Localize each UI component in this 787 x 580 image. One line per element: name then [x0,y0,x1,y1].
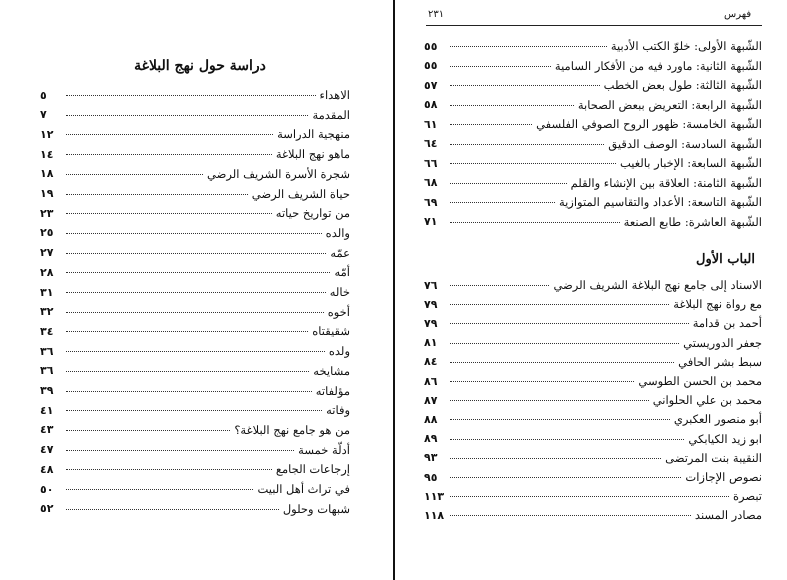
toc-entry-label: المقدمة [312,107,350,122]
dot-leader [66,271,330,273]
dot-leader [66,468,272,470]
left-page [0,0,393,580]
dot-leader [450,342,679,344]
toc-entry [40,223,350,243]
dot-leader [66,370,309,372]
toc-entry-label: أدلّة خمسة [298,442,350,457]
dot-leader [450,182,567,184]
right-page [396,0,787,580]
toc-entry-label: والده [325,225,350,240]
toc-entry-page: ٢٥ [40,226,54,240]
toc-entry [40,499,350,519]
toc-entry-page: ٥٠ [40,482,54,496]
dot-leader [450,303,669,305]
dot-leader [450,104,574,106]
toc-entry-label: مصادر المسند [694,508,762,523]
toc-entry [40,282,350,302]
toc-entry [424,153,762,173]
dot-leader [66,232,322,234]
header-page-number: ٢٣١ [428,9,445,20]
toc-entry-label: أمّه [334,265,350,280]
toc-entry [424,294,762,314]
dot-leader [450,476,681,478]
toc-entry-label: خاله [329,285,350,299]
toc-entry [424,448,762,468]
toc-entry-label: الاهداء [319,88,350,102]
toc-entry [424,409,762,429]
toc-entry-page: ٨٧ [424,393,438,407]
toc-entry-label: النقيبة بنت المرتضى [665,450,762,465]
toc-entry-label: مشايخه [313,363,350,378]
toc-entry-label: سبط بشر الحافي [678,354,762,369]
toc-entry-page: ١١٣ [424,489,445,503]
toc-entry-page: ٧٩ [424,316,438,330]
toc-entry-label: الشّبهة الأولى: خلوّ الكتب الأدبية [610,39,762,53]
toc-entry-page: ٦٦ [424,156,438,170]
toc-entry-label: الاسناد إلى جامع نهج البلاغة الشريف الرضي [553,278,762,292]
toc-entry-page: ٥٢ [40,502,54,516]
toc-entry-label: جعفر الدوريستي [683,335,762,350]
dot-leader [450,322,689,324]
toc-entry-page: ٥٥ [424,39,438,53]
toc-entry [40,459,350,479]
toc-entry-label: أحمد بن قدامة [692,316,762,331]
toc-entry-label: ماهو نهج البلاغة [275,147,350,162]
toc-entry [40,302,350,322]
dot-leader [450,380,634,382]
dot-leader [450,418,670,420]
toc-entry [40,420,350,440]
toc-entry-label: منهجية الدراسة [277,127,350,142]
toc-entry-label: شقيقتاه [312,324,350,339]
dot-leader [450,284,549,286]
toc-entry-page: ٨٩ [424,432,438,446]
toc-entry-page: ٧ [40,108,47,122]
toc-entry [40,184,350,204]
toc-entry-page: ٥٥ [424,59,438,72]
dot-leader [450,438,684,440]
toc-entry-page: ٩٥ [424,470,438,484]
toc-entry [40,479,350,499]
dot-leader [450,143,604,145]
dot-leader [66,429,230,431]
toc-entry-label: أخوه [327,304,350,319]
toc-entry-label: محمد بن علي الحلواني [652,393,762,408]
toc-entry-label: نصوص الإجازات [685,470,762,484]
header-label: فهرس [724,9,752,20]
toc-entry-label: من تواريخ حياته [275,206,350,221]
dot-leader [450,514,691,516]
toc-entry [40,85,350,105]
dot-leader [66,350,325,352]
toc-entry-page: ٦٨ [424,176,438,189]
toc-entry [40,341,350,361]
toc-entry [40,361,350,381]
dot-leader [66,330,308,332]
toc-entry [40,440,350,460]
toc-entry-page: ٣٦ [40,344,54,358]
toc-entry [40,243,350,263]
toc-entry [40,321,350,341]
dot-leader [450,84,600,86]
toc-entry-page: ٨٦ [424,374,438,388]
toc-entry [40,381,350,401]
dot-leader [66,409,322,411]
toc-entry [424,275,762,295]
page-title: دراسة حول نهج البلاغة [134,58,266,74]
dot-leader [66,390,312,392]
dot-leader [450,123,532,125]
toc-entry-label: الشّبهة الخامسة: ظهور الروح الصوفي الفلسفي [536,117,762,131]
toc-entry [40,400,350,420]
book-spine [393,0,395,580]
toc-entry-label: الشّبهة الثامنة: العلاقة بين الإنشاء والقلم [570,175,762,190]
toc-entry-page: ٢٨ [40,265,54,279]
dot-leader [450,221,620,223]
toc-entry-page: ٣٤ [40,324,54,338]
dot-leader [66,193,248,195]
toc-entry [424,212,762,232]
dot-leader [66,252,326,254]
dot-leader [450,45,607,47]
toc-entry [424,467,762,487]
toc-entry-label: شبهات وحلول [282,501,350,516]
dot-leader [66,291,326,293]
toc-entry-page: ٨٨ [424,412,438,426]
toc-entry-label: تبصرة [732,489,762,504]
toc-entry-page: ٥٨ [424,98,438,111]
toc-entry [424,371,762,391]
dot-leader [66,133,273,135]
toc-entry-page: ٣١ [40,285,54,299]
toc-entry-page: ٥ [40,88,47,102]
section-title: الباب الأول [696,252,755,267]
toc-entry-page: ٦١ [424,117,438,131]
header-rule [426,25,762,26]
toc-entry-label: الشّبهة التاسعة: الأعداد والتقاسيم المتوازية [558,195,762,209]
toc-entry [424,173,762,193]
toc-entry-label: وفاته [326,403,350,418]
toc-entry-label: مؤلفاته [315,383,350,398]
toc-entry-page: ٥٧ [424,78,438,92]
toc-entry [424,313,762,333]
toc-entry [424,134,762,154]
toc-entry-page: ٤٧ [40,443,54,457]
toc-entry [40,105,350,125]
dot-leader [66,153,272,155]
dot-leader [66,311,324,313]
toc-entry-label: محمد بن الحسن الطوسي [638,374,762,388]
toc-entry-page: ١٢ [40,127,54,141]
toc-entry [424,429,762,449]
toc-entry-page: ٢٧ [40,246,54,260]
toc-entry-label: الشّبهة السادسة: الوصف الدقيق [608,136,762,151]
dot-leader [450,495,729,497]
toc-entry [424,56,762,76]
toc-entry [424,352,762,372]
dot-leader [450,65,551,67]
toc-entry-label: في تراث أهل البيت [257,482,350,496]
toc-entry-page: ٤٨ [40,462,54,476]
toc-entry [424,114,762,134]
toc-entry [40,203,350,223]
toc-entry-label: ولده [328,344,350,359]
toc-entry-page: ٤٣ [40,423,54,437]
toc-entry-page: ٧١ [424,215,438,228]
dot-leader [450,457,661,459]
dot-leader [450,361,674,363]
dot-leader [450,201,555,203]
toc-entry-page: ٦٤ [424,137,438,150]
dot-leader [450,162,616,164]
toc-entry [424,390,762,410]
toc-entry-label: الشّبهة السابعة: الإخبار بالغيب [619,156,762,170]
toc-entry [40,262,350,282]
toc-entry-label: الشّبهة الثانية: ماورد فيه من الأفكار السامية [554,58,762,73]
toc-entry [424,75,762,95]
toc-entry-label: حياة الشريف الرضي [251,186,350,201]
toc-entry [424,36,762,56]
dot-leader [66,488,253,490]
toc-entry-label: الشّبهة الثالثة: طول بعض الخطب [603,78,762,92]
toc-entry [424,505,762,525]
toc-entry [40,164,350,184]
toc-entry-label: إرجاعات الجامع [275,462,350,477]
toc-entry-label: مع رواة نهج البلاغة [673,297,762,312]
toc-entry-label: الشّبهة العاشرة: طابع الصنعة [623,214,762,229]
toc-entry-label: من هو جامع نهج البلاغة؟ [234,422,350,437]
toc-entry-page: ٩٣ [424,451,438,465]
toc-entry [424,486,762,506]
toc-entry-label: عمّه [330,245,350,260]
toc-entry-page: ٣٩ [40,384,54,397]
toc-entry-page: ٧٩ [424,297,438,311]
dot-leader [66,114,308,116]
toc-entry-label: أبو منصور العكبري [673,412,762,427]
toc-entry-page: ٣٢ [40,305,54,319]
toc-entry-page: ٧٦ [424,278,438,292]
toc-entry [424,95,762,115]
dot-leader [450,399,649,401]
toc-entry [424,333,762,353]
toc-entry-label: الشّبهة الرابعة: التعريض ببعض الصحابة [577,97,762,112]
toc-entry-page: ١٨ [40,167,54,181]
dot-leader [66,449,294,451]
toc-entry-page: ١٤ [40,147,54,161]
toc-entry-page: ٣٦ [40,364,54,378]
toc-entry-page: ٨١ [424,336,438,350]
toc-entry-page: ١٩ [40,187,54,200]
toc-entry [40,144,350,164]
toc-entry-page: ٦٩ [424,195,438,209]
toc-entry [40,124,350,144]
toc-entry-label: شجرة الأسرة الشريف الرضي [207,166,350,181]
dot-leader [66,173,203,175]
toc-entry-page: ٤١ [40,403,54,417]
dot-leader [66,508,279,510]
toc-entry-page: ١١٨ [424,508,445,522]
toc-entry-page: ٢٣ [40,206,54,220]
toc-entry [424,192,762,212]
dot-leader [66,94,316,96]
toc-entry-label: ابو زيد الكيابكي [688,431,762,446]
dot-leader [66,212,272,214]
toc-entry-page: ٨٤ [424,355,438,369]
